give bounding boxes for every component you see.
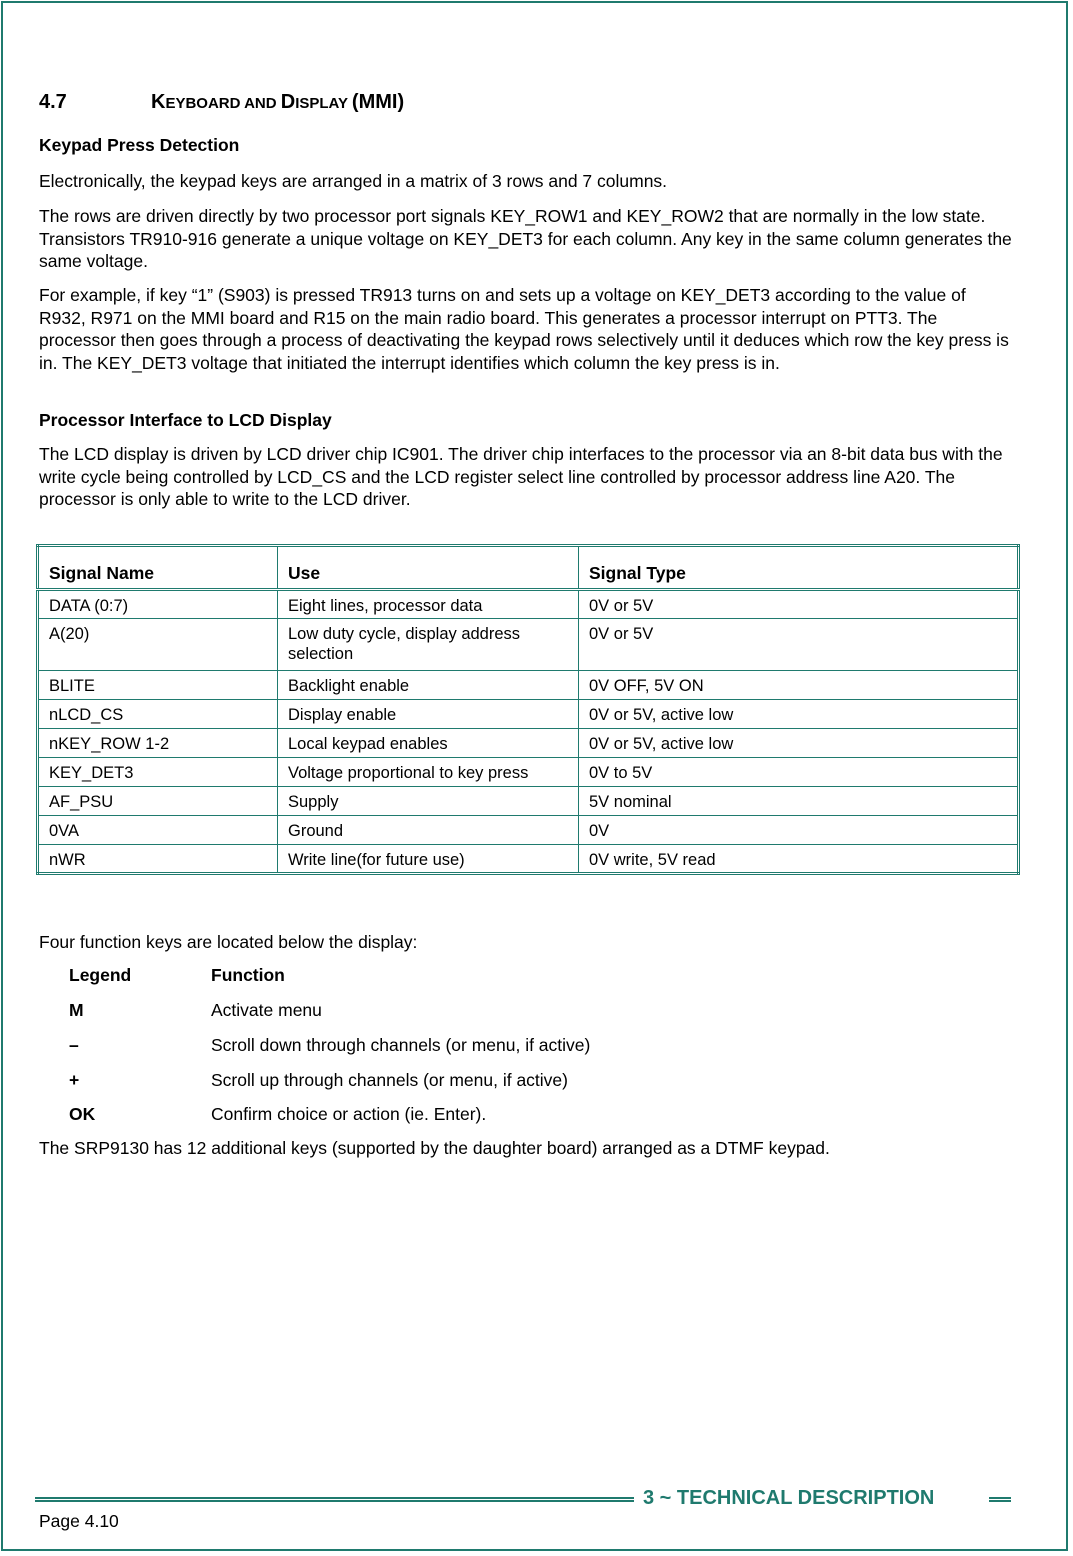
- signal-type-cell: 0V to 5V: [579, 758, 1019, 787]
- lcd-paragraph-1: The LCD display is driven by LCD driver chip IC901. The driver chip interfaces to the processor via an 8-bit data bus with the write cycle being controlled by LCD_CS and the LCD register select line controlled by processor address line A20. The processor is only able to write to the LCD driver.: [39, 444, 1003, 509]
- signal-use-cell: Ground: [278, 816, 579, 845]
- table-row: [38, 816, 1019, 845]
- keypad-paragraph-2: The rows are driven directly by two processor port signals KEY_ROW1 and KEY_ROW2 that are normally in the low state. Transistors TR910-916 generate a unique voltage on KEY_DET3 for each column. Any key in the same column generates the same voltage.: [39, 206, 1012, 271]
- signal-type-cell: 5V nominal: [579, 787, 1019, 816]
- table-header-row: [38, 546, 1019, 590]
- legend-header-label: Legend: [69, 965, 132, 985]
- signal-type-cell: 0V or 5V, active low: [579, 700, 1019, 729]
- title-part: EYBOARD AND: [165, 95, 281, 112]
- column-header: Signal Type: [579, 546, 1019, 590]
- signal-type-cell: 0V OFF, 5V ON: [579, 671, 1019, 700]
- keypad-paragraph-1: Electronically, the keypad keys are arranged in a matrix of 3 rows and 7 columns.: [39, 171, 668, 191]
- title-part: ISPLAY: [295, 95, 352, 112]
- table-row: [38, 619, 1019, 671]
- signal-name-cell: AF_PSU: [38, 787, 278, 816]
- legend-row: [69, 1000, 322, 1021]
- signal-use-cell: Supply: [278, 787, 579, 816]
- closing-paragraph: The SRP9130 has 12 additional keys (supported by the daughter board) arranged as a DTMF keypad.: [39, 1138, 830, 1158]
- lcd-heading: Processor Interface to LCD Display: [39, 410, 332, 430]
- signal-type-cell: 0V or 5V: [579, 619, 1019, 671]
- table-row: [38, 787, 1019, 816]
- keypad-heading: Keypad Press Detection: [39, 135, 240, 155]
- signal-type-cell: 0V or 5V, active low: [579, 729, 1019, 758]
- column-header: Use: [278, 546, 579, 590]
- legend-key: –: [69, 1035, 79, 1055]
- section-heading: [39, 91, 404, 114]
- signal-use-cell: Local keypad enables: [278, 729, 579, 758]
- footer-rule-left: [35, 1497, 634, 1502]
- title-part: K: [151, 91, 166, 113]
- function-keys-intro: Four function keys are located below the display:: [39, 932, 418, 952]
- title-part: (MMI): [351, 91, 405, 113]
- legend-key: OK: [69, 1104, 96, 1124]
- table-row: [38, 729, 1019, 758]
- function-header-label: Function: [211, 965, 285, 985]
- legend-row: [69, 1070, 568, 1091]
- keypad-paragraph-3: For example, if key “1” (S903) is pressed TR913 turns on and sets up a voltage on KEY_DET3 according to the value of R932, R971 on the MMI board and R15 on the main radio board. This generates a processor interrupt on PTT3. The processor then goes through a process of deactivating the keypad rows selectively until it deduces which row the key press is in. The KEY_DET3 voltage that initiated the interrupt identifies which column the key press is in.: [39, 285, 1009, 373]
- title-part: D: [280, 91, 296, 113]
- section-number: 4.7: [39, 91, 67, 113]
- section-title: [151, 91, 404, 113]
- signal-type-cell: 0V or 5V: [579, 590, 1019, 619]
- legend-function: Scroll down through channels (or menu, if active): [211, 1035, 591, 1055]
- legend-key: M: [69, 1000, 84, 1020]
- signal-name-cell: A(20): [38, 619, 278, 671]
- column-header: Signal Name: [38, 546, 278, 590]
- signal-name-cell: nKEY_ROW 1-2: [38, 729, 278, 758]
- signal-name-cell: nLCD_CS: [38, 700, 278, 729]
- signal-type-cell: 0V: [579, 816, 1019, 845]
- signal-use-cell: Eight lines, processor data: [278, 590, 579, 619]
- signal-name-cell: DATA (0:7): [38, 590, 278, 619]
- signal-use-cell: Write line(for future use): [278, 845, 579, 874]
- signal-name-cell: KEY_DET3: [38, 758, 278, 787]
- signal-use-cell: Backlight enable: [278, 671, 579, 700]
- signal-name-cell: nWR: [38, 845, 278, 874]
- signal-name-cell: BLITE: [38, 671, 278, 700]
- table-row: [38, 590, 1019, 619]
- table-row: [38, 671, 1019, 700]
- signal-name-cell: 0VA: [38, 816, 278, 845]
- signal-type-cell: 0V write, 5V read: [579, 845, 1019, 874]
- footer-rule-right: [989, 1497, 1011, 1502]
- footer-chapter-title: 3 ~ TECHNICAL DESCRIPTION: [643, 1487, 935, 1509]
- legend-key: +: [69, 1070, 80, 1090]
- legend-header: [69, 965, 285, 986]
- signal-use-cell: Voltage proportional to key press: [278, 758, 579, 787]
- legend-function: Scroll up through channels (or menu, if active): [211, 1070, 568, 1090]
- legend-row: [69, 1104, 486, 1125]
- legend-function: Confirm choice or action (ie. Enter).: [211, 1104, 487, 1124]
- signal-use-cell: Display enable: [278, 700, 579, 729]
- legend-function: Activate menu: [211, 1000, 322, 1020]
- table-row: [38, 700, 1019, 729]
- signal-use-cell: Low duty cycle, display address selection: [278, 619, 579, 671]
- table-row: [38, 758, 1019, 787]
- legend-row: [69, 1035, 590, 1056]
- table-row: [38, 845, 1019, 874]
- signal-table: [36, 544, 1020, 875]
- page-number: Page 4.10: [39, 1511, 119, 1531]
